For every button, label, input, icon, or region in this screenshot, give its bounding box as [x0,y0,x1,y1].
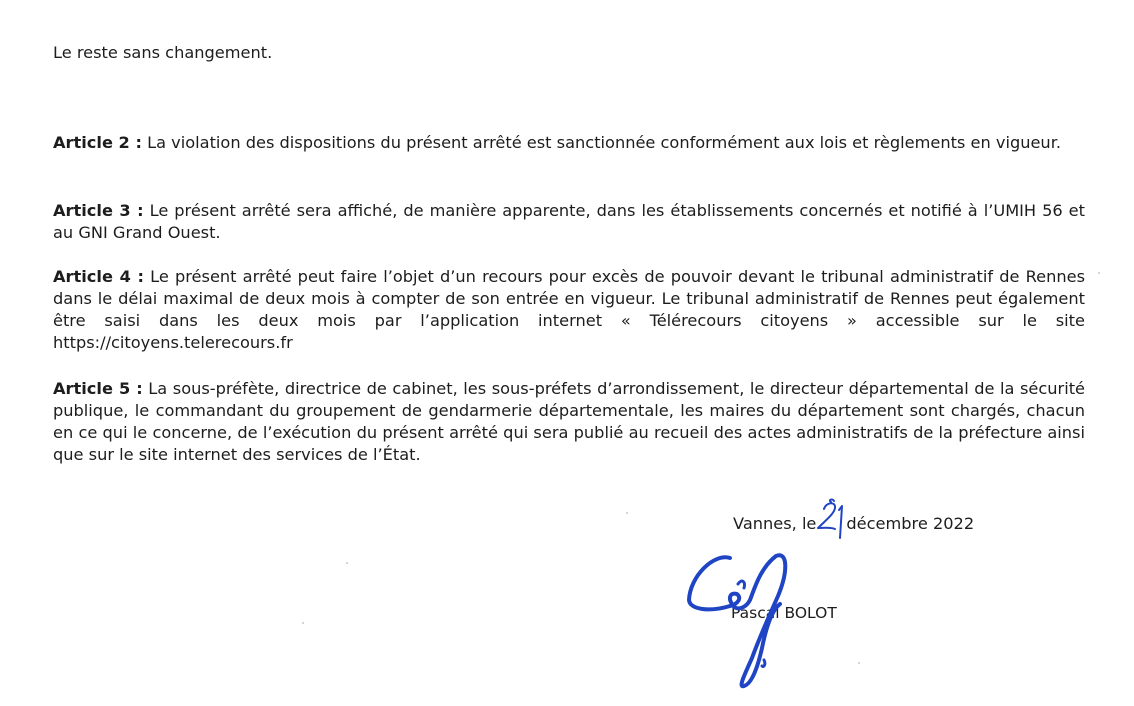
article-2-text: La violation des dispositions du présent arrêté est sanctionnée conformément aux lois et règlements en vigueur. [141,133,1062,152]
handwritten-signature [680,548,830,698]
article-2-label: Article 2 : [53,133,142,152]
place-prefix: Vannes, le [733,514,817,533]
article-4-text: Le présent arrêté peut faire l’objet d’un recours pour excès de pouvoir devant le tribunal administratif de Rennes dans le délai maximal de deux mois à compter de son entrée en vigueur. Le tribunal administratif de Rennes peut également être saisi dans les deux mois par l’application internet « Télérecours citoyens » accessible sur le site https://citoyens.telerecours.fr [53,267,1085,352]
article-5-label: Article 5 : [53,379,143,398]
month-year: décembre 2022 [846,514,975,533]
scan-speck [346,562,348,564]
article-3 [53,200,1085,244]
scan-speck [626,512,628,514]
article-4-label: Article 4 : [53,267,144,286]
opening-line: Le reste sans changement. [53,43,273,62]
signer-name: Pascal BOLOT [731,604,837,622]
handwritten-day-mark [808,498,854,542]
scan-speck [858,662,860,664]
article-5-text: La sous-préfète, directrice de cabinet, les sous-préfets d’arrondissement, le directeur départemental de la sécurité publique, le commandant du groupement de gendarmerie départementale, les maires du département sont chargés, chacun en ce qui le concerne, de l’exécution du présent arrêté qui sera publié au recueil des actes administratifs de la préfecture ainsi que sur le site internet des services de l’État. [53,379,1086,464]
scan-speck [302,622,304,624]
article-4 [53,266,1085,354]
article-3-text: Le présent arrêté sera affiché, de manière apparente, dans les établissements concernés et notifié à l’UMIH 56 et au GNI Grand Ouest. [53,201,1085,242]
scan-speck [1098,272,1100,274]
article-2 [53,132,1085,154]
article-5 [53,378,1085,466]
article-3-label: Article 3 : [53,201,144,220]
